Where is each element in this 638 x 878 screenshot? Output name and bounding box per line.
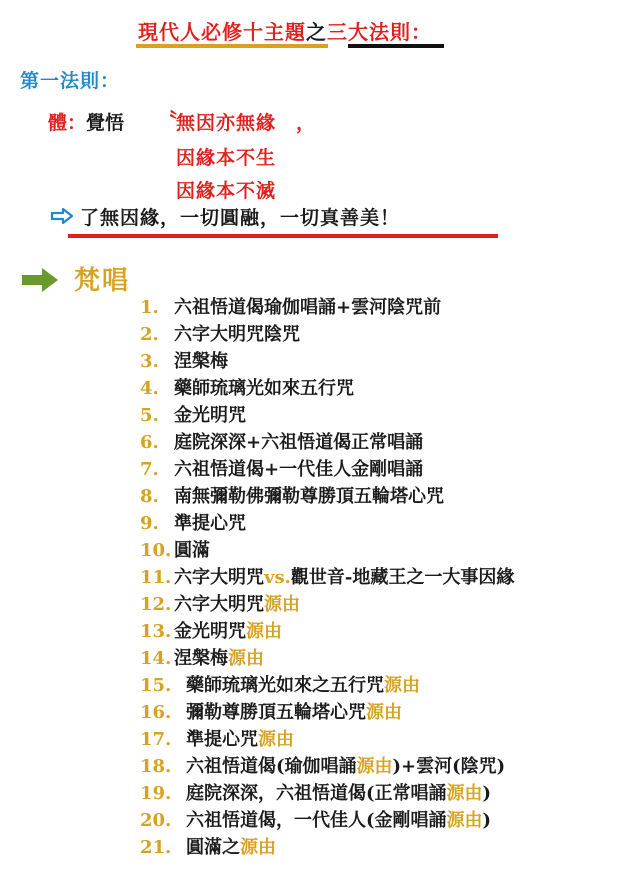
item-text-origin: 源由 xyxy=(246,621,282,642)
chant-list-item xyxy=(140,591,514,618)
chant-list-item xyxy=(140,564,514,591)
title-part-colon: ： xyxy=(411,20,432,44)
title-part-connector: 之 xyxy=(306,20,327,44)
item-text: 觀世音-地藏王之一大事因緣 xyxy=(290,567,515,588)
green-arrow-icon xyxy=(22,268,58,292)
item-text-origin: 源由 xyxy=(446,810,483,831)
chant-list xyxy=(140,294,514,861)
rule-line-2: 因緣本不生 xyxy=(176,147,277,169)
chant-list-item xyxy=(140,780,514,807)
rule-heading: 第一法則： xyxy=(20,70,121,92)
item-text: 南無彌勒佛彌勒尊勝頂五輪塔心咒 xyxy=(174,486,444,507)
chant-list-item xyxy=(140,510,514,537)
item-text-after: )+雲河(陰咒) xyxy=(392,756,506,777)
item-number: 20. xyxy=(140,810,172,831)
item-number: 6. xyxy=(140,432,159,453)
chant-list-item xyxy=(140,753,514,780)
item-text-origin: 源由 xyxy=(264,594,300,615)
section-title: 梵唱 xyxy=(74,266,131,296)
item-text-after: ) xyxy=(482,810,492,831)
item-text: 六祖悟道偈+一代佳人金剛唱誦 xyxy=(174,459,424,480)
conclusion-underline-red xyxy=(68,234,498,238)
item-number: 18. xyxy=(140,756,172,777)
chant-list-item xyxy=(140,348,514,375)
item-text: 金光明咒 xyxy=(174,405,246,426)
item-number: 19. xyxy=(140,783,172,804)
item-number: 12. xyxy=(140,594,172,615)
title-part-laws: 三大法則 xyxy=(327,20,411,44)
item-text: 金光明咒 xyxy=(174,621,246,642)
rule-conclusion: 了無因緣，一切圓融，一切真善美！ xyxy=(80,207,401,229)
rule-label-value: 覺悟 xyxy=(86,112,125,134)
title-underline-gold xyxy=(136,44,328,48)
item-text: 六字大明咒陰咒 xyxy=(174,324,300,345)
item-text-origin: 源由 xyxy=(446,783,483,804)
item-text-origin: 源由 xyxy=(228,648,264,669)
chant-list-item xyxy=(140,807,514,834)
blue-arrow-icon xyxy=(50,206,74,226)
chant-list-item xyxy=(140,645,514,672)
item-number: 1. xyxy=(140,297,159,318)
item-number: 15. xyxy=(140,675,172,696)
item-text-origin: 源由 xyxy=(258,729,294,750)
chant-list-item xyxy=(140,483,514,510)
item-number: 17. xyxy=(140,729,172,750)
item-number: 2. xyxy=(140,324,159,345)
title-part-topic: 現代人必修十主題 xyxy=(138,20,306,44)
chant-list-item xyxy=(140,402,514,429)
item-text-pre: 六字大明咒 xyxy=(174,567,264,588)
page-title xyxy=(138,16,432,45)
item-number: 3. xyxy=(140,351,159,372)
item-number: 16. xyxy=(140,702,172,723)
item-number: 8. xyxy=(140,486,159,507)
rule-line-1: 無因亦無緣 ， xyxy=(176,112,317,134)
item-number: 21. xyxy=(140,837,172,858)
item-number: 14. xyxy=(140,648,172,669)
chant-list-item xyxy=(140,429,514,456)
rule-line-3: 因緣本不滅 xyxy=(176,180,277,202)
item-text-origin: 源由 xyxy=(356,756,393,777)
chant-list-item xyxy=(140,672,514,699)
item-text: 六祖悟道偈，一代佳人(金剛唱誦 xyxy=(186,810,447,831)
item-text-origin: 源由 xyxy=(240,837,276,858)
item-number: 7. xyxy=(140,459,159,480)
rule-label xyxy=(48,108,124,135)
chant-list-item xyxy=(140,834,514,861)
item-text-after: ) xyxy=(482,783,492,804)
item-text: 準提心咒 xyxy=(174,513,246,534)
item-text-origin: 源由 xyxy=(384,675,420,696)
item-text: 圓滿之 xyxy=(186,837,240,858)
item-text: 六祖悟道偈瑜伽唱誦+雲河陰咒前 xyxy=(174,297,442,318)
chant-list-item xyxy=(140,294,514,321)
chant-list-item xyxy=(140,618,514,645)
rule-label-key: 體： xyxy=(48,112,87,134)
item-number: 13. xyxy=(140,621,172,642)
item-text: 庭院深深+六祖悟道偈正常唱誦 xyxy=(174,432,424,453)
item-text: 庭院深深，六祖悟道偈(正常唱誦 xyxy=(186,783,447,804)
item-text: 圓滿 xyxy=(174,540,210,561)
item-text: 彌勒尊勝頂五輪塔心咒 xyxy=(186,702,366,723)
item-number: 11. xyxy=(140,567,172,588)
item-text: 藥師琉璃光如來五行咒 xyxy=(174,378,354,399)
item-text: 涅槃梅 xyxy=(174,648,228,669)
chant-list-item xyxy=(140,537,514,564)
item-number: 10. xyxy=(140,540,172,561)
chant-list-item xyxy=(140,456,514,483)
item-text: 六字大明咒 xyxy=(174,594,264,615)
chant-list-item xyxy=(140,375,514,402)
chant-list-item xyxy=(140,321,514,348)
item-text: 準提心咒 xyxy=(186,729,258,750)
item-number: 5. xyxy=(140,405,159,426)
item-text: 藥師琉璃光如來之五行咒 xyxy=(186,675,384,696)
item-text-origin: 源由 xyxy=(366,702,402,723)
item-number: 9. xyxy=(140,513,159,534)
chant-list-item xyxy=(140,726,514,753)
item-number: 4. xyxy=(140,378,159,399)
chant-list-item xyxy=(140,699,514,726)
title-underline-black xyxy=(348,44,444,48)
item-text: 涅槃梅 xyxy=(174,351,228,372)
item-text-vs: vs. xyxy=(264,567,291,588)
item-text: 六祖悟道偈(瑜伽唱誦 xyxy=(186,756,357,777)
rule-quote-mark: 〝 xyxy=(158,110,178,132)
